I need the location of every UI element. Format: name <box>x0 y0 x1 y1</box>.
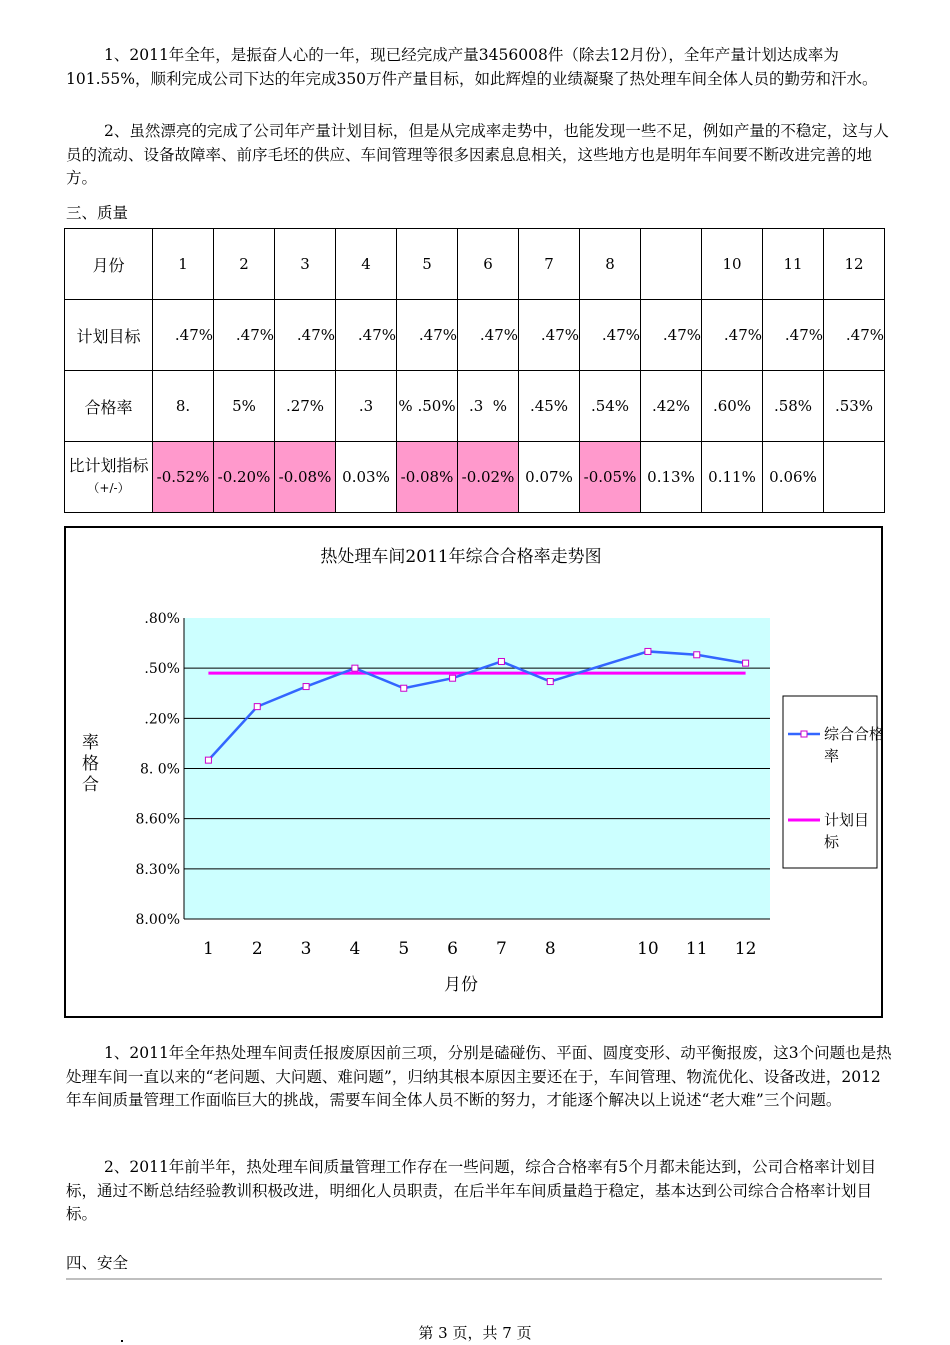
table-row-month <box>65 229 885 300</box>
month-cell: 12 <box>824 229 885 300</box>
quality-trend-chart <box>64 526 883 1018</box>
y-axis-label <box>82 733 99 795</box>
month-cell: 11 <box>763 229 824 300</box>
row-label-plan: 计划目标 <box>65 300 153 371</box>
pass-rate-value: % <box>398 397 413 415</box>
section-safety-heading: 四、安全 <box>66 1254 129 1272</box>
pass-rate-value: 8. <box>175 397 191 415</box>
quality-table <box>64 228 885 513</box>
pass-rate-value: .60% <box>712 397 752 415</box>
month-cell: 2 <box>214 229 275 300</box>
pass-rate-cell <box>702 371 763 442</box>
plan-cell: .47% <box>275 300 336 371</box>
x-tick-label: 5 <box>398 939 410 959</box>
pass-rate-value: .3 <box>468 397 484 415</box>
legend-label-line: 标 <box>824 833 840 851</box>
pass-rate-value: .54% <box>590 397 630 415</box>
y-axis-label-char: 格 <box>82 754 99 774</box>
plan-cell: .47% <box>153 300 214 371</box>
month-cell: 3 <box>275 229 336 300</box>
paragraph-production-2: 2、虽然漂亮的完成了公司年产量计划目标，但是从完成率走势中，也能发现一些不足，例如产量的不稳定，这与人员的流动、设备故障率、前序毛坯的供应、车间管理等很多因素息息相关，这些地方也是明年车间要不断改进完善的地方。 <box>66 122 889 187</box>
row-label-pass-rate: 合格率 <box>65 371 153 442</box>
x-tick-label: 3 <box>300 939 312 959</box>
data-point <box>547 679 553 685</box>
diff-cell: 0.06% <box>763 442 824 513</box>
data-point <box>645 648 651 654</box>
data-point <box>352 665 358 671</box>
diff-cell: -0.05% <box>580 442 641 513</box>
row-label-diff <box>65 442 153 513</box>
pass-rate-value: .58% <box>773 397 813 415</box>
pass-rate-cell <box>824 371 885 442</box>
legend-label-line: 计划目 <box>824 811 870 829</box>
data-point <box>401 685 407 691</box>
month-cell: 6 <box>458 229 519 300</box>
pass-rate-value: .3 <box>358 397 374 415</box>
paragraph-production-1: 1、2011年全年，是振奋人心的一年，现已经完成产量3456008件（除去12月份），全年产量计划达成率为101.55%，顺利完成公司下达的年完成350万件产量目标，如此辉煌的业绩凝聚了热处理车间全体人员的勤劳和汗水。 <box>66 46 878 88</box>
month-cell: 8 <box>580 229 641 300</box>
plan-cell: .47% <box>580 300 641 371</box>
plan-cell: .47% <box>458 300 519 371</box>
table-row-diff <box>65 442 885 513</box>
table-row-plan <box>65 300 885 371</box>
page-footer: 第 3 页，共 7 页 <box>418 1324 532 1342</box>
data-point <box>743 660 749 666</box>
chart-svg <box>66 528 881 1016</box>
pass-rate-cell <box>763 371 824 442</box>
diff-cell: -0.08% <box>397 442 458 513</box>
data-point <box>694 652 700 658</box>
legend-label-line: 综合合格 <box>824 725 881 743</box>
chart-title: 热处理车间2011年综合合格率走势图 <box>320 547 602 567</box>
plan-cell: .47% <box>702 300 763 371</box>
y-tick-label: 8.60% <box>135 811 180 828</box>
section-quality-heading: 三、质量 <box>66 204 129 222</box>
y-tick-label: 8.30% <box>135 861 180 878</box>
diff-cell: -0.08% <box>275 442 336 513</box>
pass-rate-cell <box>214 371 275 442</box>
x-tick-label: 11 <box>685 939 708 959</box>
x-tick-label: 2 <box>251 939 263 959</box>
month-cell: 4 <box>336 229 397 300</box>
pass-rate-value: .45% <box>529 397 569 415</box>
legend-marker-pass-rate <box>801 731 807 737</box>
diff-cell: 0.03% <box>336 442 397 513</box>
pass-rate-value: .53% <box>834 397 874 415</box>
x-tick-label: 12 <box>734 939 757 959</box>
pass-rate-cell <box>153 371 214 442</box>
diff-cell: 0.13% <box>641 442 702 513</box>
x-tick-label: 6 <box>447 939 458 959</box>
y-tick-label: .80% <box>144 611 180 627</box>
row-label-month: 月份 <box>65 229 153 300</box>
y-tick-label: 8.00% <box>135 912 180 928</box>
pass-rate-cell <box>519 371 580 442</box>
pass-rate-cell <box>275 371 336 442</box>
pass-rate-value: .27% <box>285 397 325 415</box>
divider-line <box>66 1278 882 1280</box>
x-tick-labels <box>203 939 756 959</box>
diff-cell: 0.11% <box>702 442 763 513</box>
paragraph-quality-1: 1、2011年全年热处理车间责任报废原因前三项，分别是磕碰伤、平面、圆度变形、动平衡报废，这3个问题也是热处理车间一直以来的“老问题、大问题、难问题”，归纳其根本原因主要还在于，车间管理、物流优化、设备改进，2012年车间质量管理工作面临巨大的挑战，需要车间全体人员不断的努力，才能逐个解决以上说述“老大难”三个问题。 <box>66 1044 892 1109</box>
pass-rate-cell <box>580 371 641 442</box>
pass-rate-value: .50% <box>417 397 456 415</box>
paragraph-quality-2: 2、2011年前半年，热处理车间质量管理工作存在一些问题，综合合格率有5个月都未能达到，公司合格率计划目标，通过不断总结经验教训积极改进，明细化人员职责，在后半年车间质量趋于稳定，基本达到公司综合合格率计划目标。 <box>66 1158 877 1223</box>
diff-cell: 0.07% <box>519 442 580 513</box>
y-tick-labels <box>136 611 180 928</box>
pass-rate-cell <box>336 371 397 442</box>
plan-cell: .47% <box>641 300 702 371</box>
data-point <box>205 757 211 763</box>
month-cell: 10 <box>702 229 763 300</box>
month-cell: 5 <box>397 229 458 300</box>
y-axis-label-char: 合 <box>82 775 99 795</box>
plan-cell: .47% <box>336 300 397 371</box>
row-label-diff-text: 比计划指标 <box>68 456 149 475</box>
data-point <box>303 684 309 690</box>
plan-cell: .47% <box>214 300 275 371</box>
y-tick-label: 8. 0% <box>139 761 180 778</box>
x-tick-label: 8 <box>544 939 556 959</box>
plan-cell: .47% <box>519 300 580 371</box>
plan-cell: .47% <box>763 300 824 371</box>
chart-legend <box>783 696 881 868</box>
data-point <box>254 704 260 710</box>
row-label-diff-sign: （+/-） <box>87 481 130 495</box>
y-tick-label: .50% <box>144 661 180 678</box>
x-axis-label: 月份 <box>444 975 478 995</box>
pass-rate-cell <box>458 371 519 442</box>
table-row-pass-rate <box>65 371 885 442</box>
legend-label-line: 率 <box>824 747 840 765</box>
x-tick-label: 1 <box>203 939 214 959</box>
pass-rate-cell <box>641 371 702 442</box>
y-axis-label-char: 率 <box>82 733 99 753</box>
diff-cell: -0.02% <box>458 442 519 513</box>
diff-cell: -0.20% <box>214 442 275 513</box>
plan-cell: .47% <box>824 300 885 371</box>
diff-cell <box>824 442 885 513</box>
pass-rate-value: .42% <box>651 397 691 415</box>
month-cell: 7 <box>519 229 580 300</box>
x-tick-label: 10 <box>637 939 659 959</box>
month-cell: 1 <box>153 229 214 300</box>
pass-rate-value: 5% <box>232 397 256 415</box>
x-tick-label: 4 <box>349 939 361 959</box>
x-tick-label: 7 <box>496 939 507 959</box>
diff-cell: -0.52% <box>153 442 214 513</box>
data-point <box>450 675 456 681</box>
plan-cell: .47% <box>397 300 458 371</box>
y-tick-label: .20% <box>144 711 180 728</box>
pass-rate-cell <box>397 371 458 442</box>
pass-rate-value: % <box>492 397 508 415</box>
month-cell <box>641 229 702 300</box>
data-point <box>498 658 504 664</box>
footer-dot <box>121 1340 123 1342</box>
